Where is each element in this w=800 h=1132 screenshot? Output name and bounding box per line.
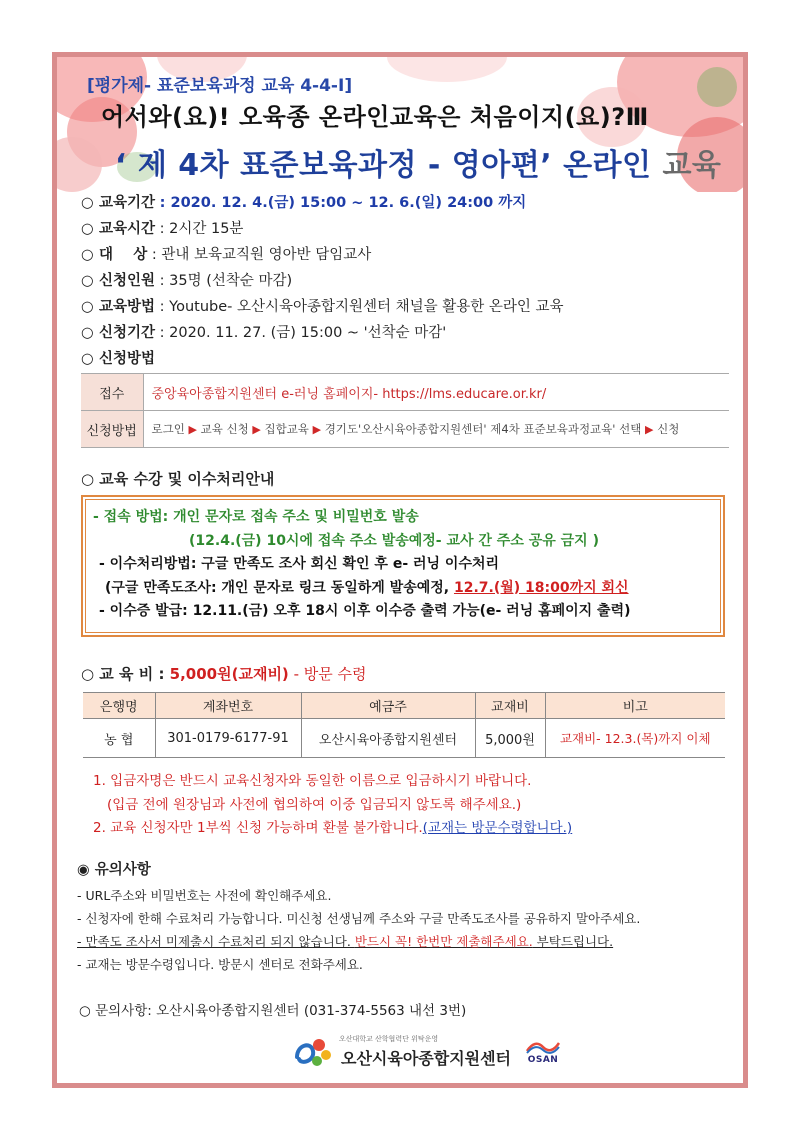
info-row-capacity: ○ 신청인원 : 35명 (선착순 마감) (81, 273, 293, 289)
title-line-1: 어서와(요)! 오육종 온라인교육은 처음이지(요)?Ⅲ (101, 103, 649, 131)
arrow-icon: ▶ (252, 423, 261, 436)
arrow-icon: ▶ (312, 423, 322, 436)
header (57, 57, 743, 192)
bank-table (83, 692, 725, 758)
series-label: [평가제- 표준보육과정 교육 4-4-Ⅰ] (87, 76, 353, 96)
info-row-apply-period: ○ 신청기간 : 2020. 11. 27. (금) 15:00 ~ '선착순 마감' (81, 325, 447, 341)
osan-city-logo: OSAN (525, 1039, 561, 1065)
info-row-apply-method: ○ 신청방법 (81, 351, 156, 367)
operator-caption: 오산대학교 산학협력단 위탁운영 (339, 1035, 439, 1043)
caution-line-3: - 만족도 조사서 미제출시 수료처리 되지 않습니다. 반드시 꼭! 한번만 제출해주세요. 부탁드립니다. (77, 934, 614, 949)
title-main: ‘ 제 4차 표준보육과정 - 영아편’ 온라인 (115, 148, 663, 183)
method-label: 신청방법 (81, 411, 143, 448)
caution-section: ◉ 유의사항 - URL주소와 비밀번호는 사전에 확인해주세요. - 신청자에 한해 수료처리 가능합니다. 미신청 선생님께 주소와 구글 만족도조사를 공유하지 말아주세요. - 만족도 조사서 미제출시 수료처리 되지 않습니다. 반드시 꼭! 한번만 제출해주세요. 부탁드립니다. - 교재는 방문수령입니다. 방문시 센터로 전화주세요. (77, 859, 640, 976)
access-label: 접수 (81, 374, 143, 411)
center-logo-icon (293, 1035, 333, 1069)
notice-box (81, 495, 725, 637)
notice-line-4: (구글 만족도조사: 개인 문자로 링크 동일하게 발송예정, 12.7.(월) 18:00까지 회신 (105, 579, 629, 596)
apply-table (81, 373, 729, 448)
fee-line: ○ 교 육 비 : 5,000원(교재비) - 방문 수령 (81, 665, 367, 683)
access-link[interactable]: 중앙육아종합지원센터 e-러닝 홈페이지- https://lms.educare.or.kr/ (143, 374, 729, 411)
center-name: 오산시육아종합지원센터 (341, 1048, 512, 1068)
title-end: 교육 (662, 148, 722, 183)
info-row-method: ○ 교육방법 : Youtube- 오산시육아종합지원센터 채널을 활용한 온라인 교육 (81, 299, 564, 315)
bank-header-row: 은행명 계좌번호 예금주 교재비 비고 (83, 693, 725, 719)
notice-line-3: - 이수처리방법: 구글 만족도 조사 회신 확인 후 e- 러닝 이수처리 (99, 556, 500, 572)
fee-amount: 5,000원(교재비) (169, 665, 289, 683)
info-list (81, 190, 564, 372)
info-row-duration: ○ 교육시간 : 2시간 15분 (81, 221, 244, 237)
notice-line-5: - 이수증 발급: 12.11.(금) 오후 18시 이후 이수증 출력 가능(e- 러닝 홈페이지 출력) (99, 603, 631, 619)
arrow-icon: ▶ (188, 423, 197, 436)
apply-row-access (81, 374, 729, 411)
caution-title: ◉ 유의사항 (77, 862, 151, 878)
notice-line-2: (12.4.(금) 10시에 접속 주소 발송예정- 교사 간 주소 공유 금지 ) (189, 532, 599, 549)
section-course-info: ○ 교육 수강 및 이수처리안내 (81, 470, 275, 488)
apply-row-method (81, 411, 729, 448)
deposit-notes: 1. 입금자명은 반드시 교육신청자와 동일한 이름으로 입금하시기 바랍니다. (입금 전에 원장님과 사전에 협의하여 이중 입금되지 않도록 해주세요.) 2. 교육 신청자만 1부씩 신청 가능하며 환불 불가합니다.(교재는 방문수령합니다.) (93, 773, 573, 836)
footer-logo (293, 1032, 561, 1072)
info-row-target: ○ 대 상 : 관내 보육교직원 영아반 담임교사 (81, 247, 372, 263)
table-row: 농 협 301-0179-6177-91 오산시육아종합지원센터 5,000원 교재비- 12.3.(목)까지 이체 (83, 719, 725, 758)
poster-frame (52, 52, 748, 1088)
method-steps: 로그인 ▶ 교육 신청 ▶ 집합교육 ▶ 경기도'오산시육아종합지원센터' 제4차 표준보육과정교육' 선택 ▶ 신청 (143, 411, 729, 448)
notice-line-1: - 접속 방법: 개인 문자로 접속 주소 및 비밀번호 발송 (93, 509, 419, 525)
arrow-icon: ▶ (644, 423, 654, 436)
osan-wave-icon (525, 1039, 561, 1055)
info-row-period: ○ 교육기간 : 2020. 12. 4.(금) 15:00 ~ 12. 6.(일) 24:00 까지 (81, 195, 527, 211)
contact-line: ○ 문의사항: 오산시육아종합지원센터 (031-374-5563 내선 3번) (79, 1003, 467, 1019)
title-line-2 (115, 140, 721, 184)
